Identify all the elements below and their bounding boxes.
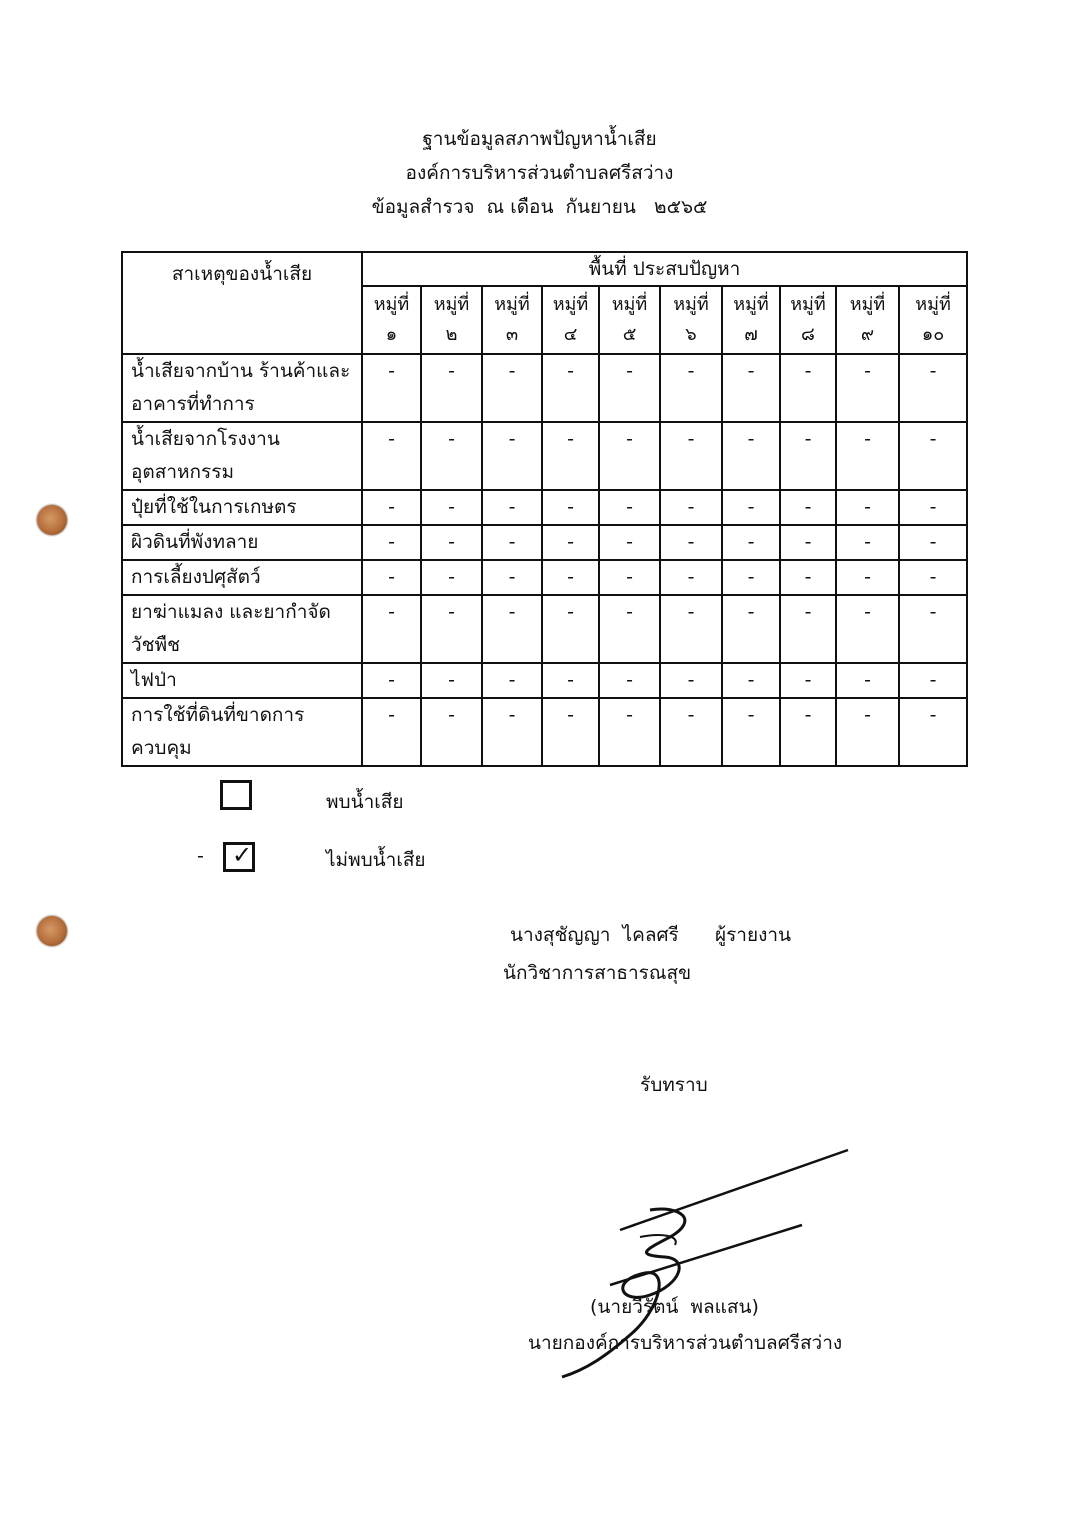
value-cell: -	[660, 354, 722, 422]
cause-cell	[122, 422, 362, 490]
cause-cell	[122, 698, 362, 766]
value-cell: -	[482, 354, 542, 422]
value-cell: -	[362, 525, 421, 560]
value-cell: -	[899, 490, 967, 525]
document-title: ฐานข้อมูลสภาพปัญหาน้ำเสีย	[422, 128, 657, 150]
village-label: หมู่ที่	[790, 294, 826, 315]
value-cell: -	[899, 698, 967, 766]
value-cell: -	[599, 663, 660, 698]
value-cell: -	[599, 354, 660, 422]
signer-title: นายกองค์การบริหารส่วนตำบลศรีสว่าง	[528, 1332, 843, 1354]
value-cell: -	[836, 422, 899, 490]
village-label: หมู่ที่	[673, 294, 709, 315]
value-cell: -	[542, 560, 599, 595]
value-cell: -	[780, 490, 836, 525]
value-cell: -	[421, 354, 482, 422]
cause-text: ปุ๋ยที่ใช้ในการเกษตร	[131, 496, 297, 518]
cause-text: การใช้ที่ดินที่ขาดการควบคุม	[131, 704, 305, 759]
value-cell: -	[599, 595, 660, 663]
value-cell: -	[660, 595, 722, 663]
village-header-7	[722, 286, 780, 354]
table-row	[122, 490, 967, 525]
cause-text: การเลี้ยงปศุสัตว์	[131, 566, 261, 588]
value-cell: -	[362, 698, 421, 766]
value-cell: -	[482, 663, 542, 698]
value-cell: -	[836, 525, 899, 560]
value-cell: -	[599, 698, 660, 766]
cause-cell	[122, 354, 362, 422]
cause-cell	[122, 560, 362, 595]
cause-text: น้ำเสียจากบ้าน ร้านค้าและ	[131, 360, 351, 382]
value-cell: -	[899, 560, 967, 595]
value-cell: -	[899, 422, 967, 490]
village-label: หมู่ที่	[494, 294, 530, 315]
cause-cell	[122, 595, 362, 663]
value-cell: -	[660, 525, 722, 560]
table-row	[122, 525, 967, 560]
village-number: ๕	[622, 324, 637, 345]
table-row	[122, 422, 967, 490]
cause-text: น้ำเสียจากโรงงาน	[131, 428, 280, 450]
value-cell: -	[599, 490, 660, 525]
value-cell: -	[542, 490, 599, 525]
village-label: หมู่ที่	[611, 294, 648, 315]
value-cell: -	[362, 354, 421, 422]
village-header-5	[599, 286, 660, 354]
value-cell: -	[542, 698, 599, 766]
value-cell: -	[722, 354, 780, 422]
value-cell: -	[780, 698, 836, 766]
village-label: หมู่ที่	[915, 294, 951, 315]
value-cell: -	[899, 663, 967, 698]
value-cell: -	[482, 698, 542, 766]
value-cell: -	[421, 698, 482, 766]
acknowledged-text: รับทราบ	[640, 1074, 708, 1096]
legend-dash: -	[197, 845, 204, 867]
table-row	[122, 663, 967, 698]
value-cell: -	[421, 595, 482, 663]
value-cell: -	[836, 560, 899, 595]
village-header-4	[542, 286, 599, 354]
not-found-checkbox[interactable]	[223, 842, 255, 872]
reporter-name: นางสุชัญญา ไคลศรี ผู้รายงาน	[510, 924, 792, 946]
village-number: ๔	[563, 324, 578, 345]
punch-hole-top	[37, 505, 67, 535]
value-cell: -	[599, 422, 660, 490]
village-number: ๙	[860, 324, 875, 345]
cause-text-continued: วัชพืช	[131, 634, 180, 656]
cause-text-continued: อุตสาหกรรม	[131, 461, 234, 483]
value-cell: -	[780, 354, 836, 422]
cause-text: ยาฆ่าแมลง และยากำจัด	[131, 601, 331, 623]
found-label: พบน้ำเสีย	[326, 791, 404, 813]
village-number: ๑๐	[921, 324, 945, 345]
value-cell: -	[482, 490, 542, 525]
punch-hole-bottom	[37, 916, 67, 946]
village-header-1	[362, 286, 421, 354]
value-cell: -	[899, 595, 967, 663]
cause-text: ไฟป่า	[131, 669, 177, 691]
value-cell: -	[722, 698, 780, 766]
cause-cell	[122, 663, 362, 698]
value-cell: -	[722, 560, 780, 595]
found-checkbox[interactable]	[220, 780, 252, 810]
value-cell: -	[482, 595, 542, 663]
value-cell: -	[421, 422, 482, 490]
not-found-label: ไม่พบน้ำเสีย	[326, 849, 426, 871]
village-number: ๒	[445, 324, 458, 345]
signer-name: (นายวีรัตน์ พลแสน)	[590, 1296, 759, 1318]
cause-text: ผิวดินที่พังทลาย	[131, 531, 259, 553]
value-cell: -	[362, 560, 421, 595]
cause-cell	[122, 490, 362, 525]
village-number: ๖	[685, 324, 697, 345]
value-cell: -	[836, 663, 899, 698]
cause-cell	[122, 525, 362, 560]
village-header-2	[421, 286, 482, 354]
value-cell: -	[362, 595, 421, 663]
village-header-6	[660, 286, 722, 354]
table-body	[122, 354, 967, 766]
reporter-position: นักวิชาการสาธารณสุข	[503, 962, 692, 984]
value-cell: -	[660, 490, 722, 525]
value-cell: -	[421, 525, 482, 560]
village-header-3	[482, 286, 542, 354]
area-header: พื้นที่ ประสบปัญหา	[362, 252, 967, 286]
value-cell: -	[780, 595, 836, 663]
cause-header: สาเหตุของน้ำเสีย	[122, 252, 362, 354]
village-number: ๗	[744, 324, 758, 345]
value-cell: -	[660, 663, 722, 698]
organization-name: องค์การบริหารส่วนตำบลศรีสว่าง	[405, 162, 674, 184]
village-number: ๓	[505, 324, 519, 345]
village-label: หมู่ที่	[552, 294, 589, 315]
value-cell: -	[482, 422, 542, 490]
table-row	[122, 560, 967, 595]
value-cell: -	[542, 422, 599, 490]
value-cell: -	[722, 525, 780, 560]
village-header-10	[899, 286, 967, 354]
value-cell: -	[836, 490, 899, 525]
value-cell: -	[780, 525, 836, 560]
value-cell: -	[362, 663, 421, 698]
value-cell: -	[542, 595, 599, 663]
value-cell: -	[722, 422, 780, 490]
village-number: ๑	[385, 324, 398, 345]
value-cell: -	[722, 490, 780, 525]
village-label: หมู่ที่	[733, 294, 769, 315]
value-cell: -	[542, 354, 599, 422]
value-cell: -	[362, 490, 421, 525]
document-header	[0, 122, 1079, 224]
value-cell: -	[421, 560, 482, 595]
value-cell: -	[482, 560, 542, 595]
value-cell: -	[660, 422, 722, 490]
village-number: ๘	[801, 324, 815, 345]
survey-date: ข้อมูลสำรวจ ณ เดือน กันยายน ๒๕๖๕	[371, 196, 708, 218]
value-cell: -	[836, 698, 899, 766]
value-cell: -	[421, 490, 482, 525]
value-cell: -	[836, 354, 899, 422]
value-cell: -	[899, 354, 967, 422]
value-cell: -	[660, 698, 722, 766]
value-cell: -	[780, 560, 836, 595]
cause-text-continued: อาคารที่ทำการ	[131, 393, 255, 415]
village-label: หมู่ที่	[373, 294, 410, 315]
value-cell: -	[660, 560, 722, 595]
table-row	[122, 595, 967, 663]
value-cell: -	[421, 663, 482, 698]
table-row	[122, 698, 967, 766]
value-cell: -	[899, 525, 967, 560]
value-cell: -	[542, 525, 599, 560]
village-header-9	[836, 286, 899, 354]
value-cell: -	[362, 422, 421, 490]
value-cell: -	[482, 525, 542, 560]
value-cell: -	[542, 663, 599, 698]
village-header-8	[780, 286, 836, 354]
value-cell: -	[722, 663, 780, 698]
value-cell: -	[780, 422, 836, 490]
value-cell: -	[836, 595, 899, 663]
value-cell: -	[780, 663, 836, 698]
village-label: หมู่ที่	[433, 294, 470, 315]
wastewater-table	[121, 251, 968, 767]
value-cell: -	[599, 560, 660, 595]
table-row	[122, 354, 967, 422]
village-label: หมู่ที่	[849, 294, 886, 315]
value-cell: -	[599, 525, 660, 560]
value-cell: -	[722, 595, 780, 663]
check-icon: ✓	[232, 841, 253, 869]
